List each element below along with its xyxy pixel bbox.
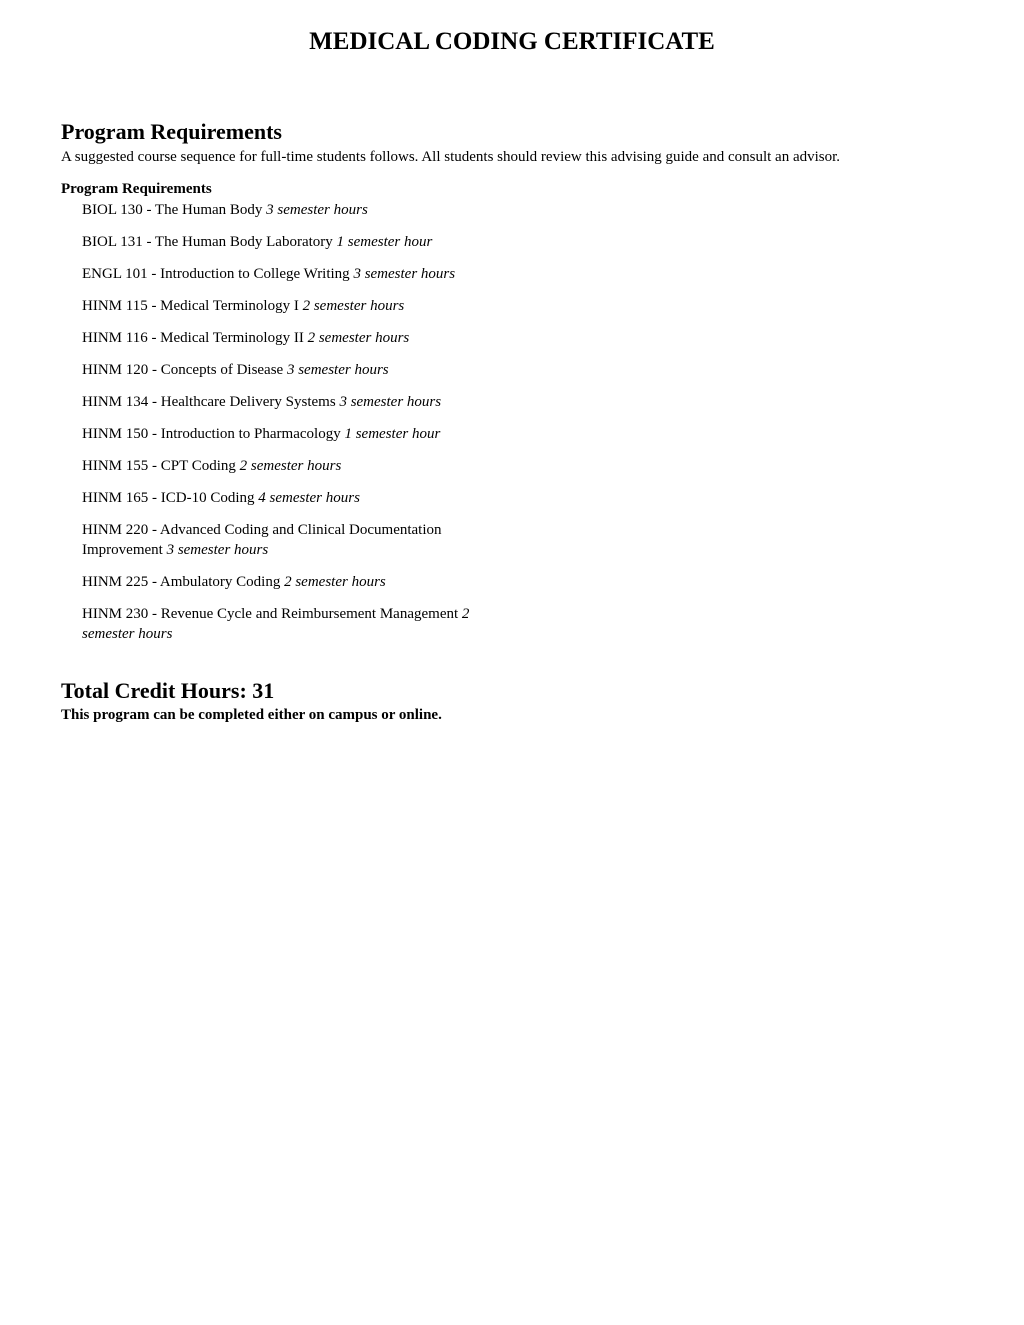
course-hours: 3 semester hours	[286, 362, 389, 378]
course-hours: 2 semester hours	[284, 574, 386, 590]
course-name: HINM 220 - Advanced Coding and Clinical Documentation Improvement	[82, 522, 442, 558]
course-item	[82, 360, 492, 380]
program-intro: A suggested course sequence for full-time students follows. All students should review this advising guide and consult an advisor.	[61, 149, 841, 165]
course-hours: 2 semester hours	[239, 458, 342, 474]
course-item	[82, 488, 492, 508]
course-item	[82, 604, 492, 644]
course-hours: 2 semester hours	[82, 606, 470, 642]
course-list	[82, 200, 492, 656]
course-name: HINM 134 - Healthcare Delivery Systems	[82, 394, 336, 410]
document-title: MEDICAL CODING CERTIFICATE	[309, 28, 715, 55]
course-hours: 3 semester hours	[353, 266, 456, 282]
course-item	[82, 456, 492, 476]
course-hours: 1 semester hour	[336, 234, 433, 250]
course-item	[82, 296, 492, 316]
course-name: BIOL 131 - The Human Body Laboratory	[82, 234, 333, 250]
course-item	[82, 424, 492, 444]
course-item	[82, 572, 492, 592]
course-hours: 2 semester hours	[307, 330, 410, 346]
course-item	[82, 232, 492, 252]
total-credit-hours-heading: Total Credit Hours: 31	[61, 678, 275, 703]
course-hours: 3 semester hours	[266, 202, 368, 218]
course-hours: 1 semester hour	[344, 426, 441, 442]
course-name: HINM 155 - CPT Coding	[82, 458, 236, 474]
program-requirements-heading: Program Requirements	[61, 119, 282, 144]
course-hours: 3 semester hours	[339, 394, 442, 410]
course-name: ENGL 101 - Introduction to College Writing	[82, 266, 350, 282]
course-hours: 3 semester hours	[166, 542, 269, 558]
course-item	[82, 392, 492, 412]
course-name: HINM 165 - ICD-10 Coding	[82, 490, 255, 506]
course-item	[82, 328, 492, 348]
course-name: HINM 225 - Ambulatory Coding	[82, 574, 281, 590]
course-name: HINM 150 - Introduction to Pharmacology	[82, 426, 341, 442]
delivery-note: This program can be completed either on campus or online.	[61, 707, 442, 723]
course-item	[82, 200, 492, 220]
course-name: HINM 115 - Medical Terminology I	[82, 298, 299, 314]
program-requirements-subheading: Program Requirements	[61, 181, 212, 197]
course-name: BIOL 130 - The Human Body	[82, 202, 263, 218]
course-item	[82, 264, 492, 284]
course-hours: 2 semester hours	[302, 298, 405, 314]
course-hours: 4 semester hours	[258, 490, 360, 506]
course-name: HINM 116 - Medical Terminology II	[82, 330, 304, 346]
course-name: HINM 230 - Revenue Cycle and Reimbursement Management	[82, 606, 459, 622]
course-name: HINM 120 - Concepts of Disease	[82, 362, 284, 378]
course-item	[82, 520, 492, 560]
